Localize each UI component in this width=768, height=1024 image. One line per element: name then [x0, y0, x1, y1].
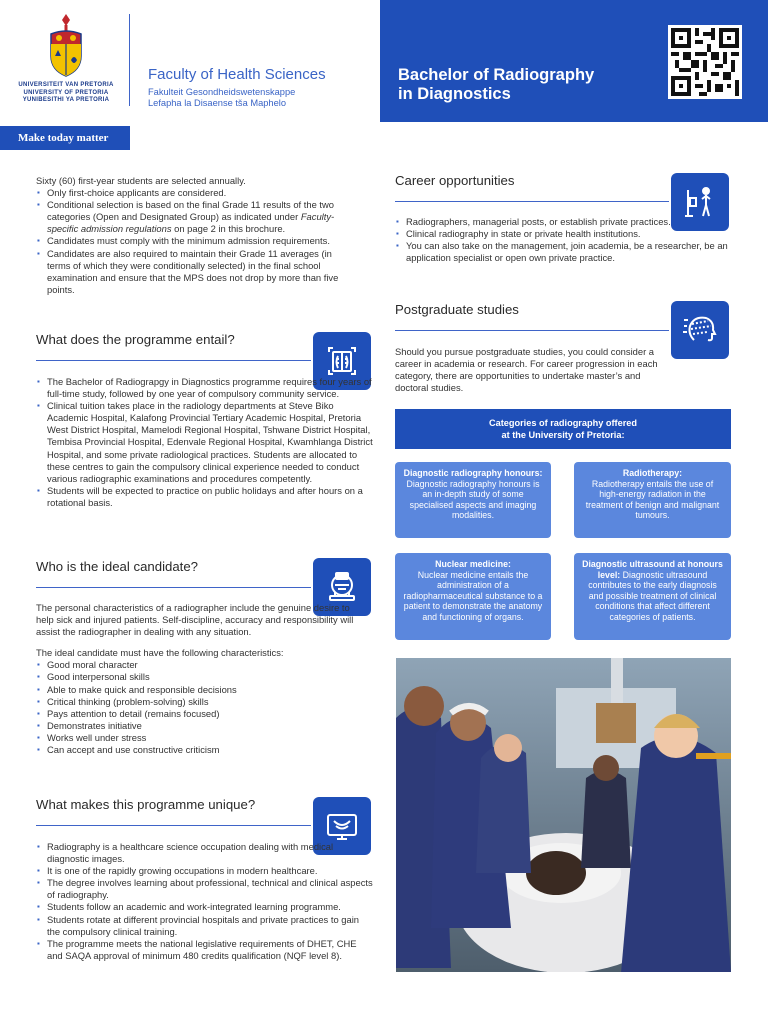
- section-heading-career: Career opportunities: [395, 173, 515, 188]
- qr-code[interactable]: [668, 25, 742, 99]
- list-item: ▪ Candidates must comply with the minimum admission requirements.: [36, 235, 354, 247]
- categories-heading-line1: Categories of radiography offered: [488, 418, 638, 428]
- unique-list: [36, 841, 374, 962]
- list-item: ▪ Students rotate at different provincial hospitals and private practices to gain the compulsory clinical training.: [36, 914, 374, 938]
- card-title: Diagnostic ultrasound at honours level:: [582, 559, 723, 580]
- admission-intro: Sixty (60) first-year students are selected annually.: [36, 175, 246, 186]
- list-item: ▪ Candidates are also required to maintain their Grade 11 averages (in terms of which they were conditionally selected) in the final school examination and ensure that the MPS does not drop by more than five points.: [36, 248, 354, 296]
- faculty-sepedi: Lefapha la Disaense tša Maphelo: [148, 98, 286, 108]
- card-title: Nuclear medicine:: [435, 559, 511, 569]
- list-item: ▪ Works well under stress: [36, 732, 354, 744]
- section-rule: [36, 825, 311, 826]
- university-name-line: UNIVERSITY OF PRETORIA: [23, 89, 109, 96]
- tagline-banner: Make today matter: [0, 126, 130, 150]
- faculty-name: Faculty of Health Sciences: [148, 66, 326, 83]
- admission-section: [36, 175, 354, 296]
- category-card-nuclear: [395, 553, 551, 640]
- ultrasound-screen-icon: [323, 807, 361, 845]
- list-item: ▪ Demonstrates initiative: [36, 720, 354, 732]
- programme-title-line2: in Diagnostics: [398, 85, 511, 103]
- card-title: Radiotherapy:: [622, 468, 683, 478]
- unique-section: [36, 841, 374, 962]
- head-scan-icon: [680, 310, 720, 350]
- category-card-ultrasound: [574, 553, 731, 640]
- list-item: ▪ Good moral character: [36, 659, 354, 671]
- list-item: ▪ The Bachelor of Radiograpgy in Diagnostics programme requires four years of full-time study, followed by one year of compulsory community service.: [36, 376, 374, 400]
- list-item: ▪ The degree involves learning about professional, technical and clinical aspects of radiography.: [36, 877, 374, 901]
- xray-machine-icon: [323, 568, 361, 606]
- candidate-list: [36, 659, 354, 756]
- university-name-line: UNIVERSITEIT VAN PRETORIA: [18, 82, 114, 88]
- section-heading-postgrad: Postgraduate studies: [395, 302, 519, 317]
- programme-title-line1: Bachelor of Radiography: [398, 66, 595, 84]
- qr-code-icon: [671, 28, 739, 96]
- section-rule: [36, 587, 311, 588]
- section-rule: [395, 330, 669, 331]
- candidate-paragraph: The personal characteristics of a radiographer include the genuine desire to help sick and injured patients. Self-discipline, accuracy and responsibility will assist the radiographer in dealing with any situation.: [36, 602, 354, 638]
- crest-icon: [43, 12, 89, 80]
- xray-chest-icon: [323, 342, 361, 380]
- list-item: ▪ Students follow an academic and work-integrated learning programme.: [36, 901, 374, 913]
- list-item: ▪ Students will be expected to practice on public holidays and after hours on a rotational basis.: [36, 485, 374, 509]
- list-item: ▪ Can accept and use constructive criticism: [36, 744, 354, 756]
- header-divider: [129, 14, 130, 106]
- list-item: ▪ You can also take on the management, join academia, be a researcher, be an application specialist or open own private practice.: [395, 240, 735, 264]
- admission-list: [36, 187, 354, 296]
- postgrad-text: Should you pursue postgraduate studies, you could consider a career in academia or research. For career progression in each category, there are opportunities to undertake master’s and doctoral studies.: [395, 346, 658, 394]
- section-heading-unique: What makes this programme unique?: [36, 797, 256, 812]
- entail-section: [36, 376, 374, 509]
- entail-list: [36, 376, 374, 509]
- list-item: ▪ Able to make quick and responsible decisions: [36, 684, 354, 696]
- postgrad-icon-box: [671, 301, 729, 359]
- categories-heading: [395, 409, 731, 449]
- list-item: ▪ Only first-choice applicants are considered.: [36, 187, 354, 199]
- list-item: ▪ It is one of the rapidly growing occupations in modern healthcare.: [36, 865, 374, 877]
- section-heading-candidate: Who is the ideal candidate?: [36, 559, 199, 574]
- career-list: [395, 216, 735, 264]
- list-item: ▪ Critical thinking (problem-solving) skills: [36, 696, 354, 708]
- card-text: Diagnostic ultrasound contributes to the early diagnosis and possible treatment of clinical conditions that affect different categories of patients.: [588, 569, 717, 622]
- category-card-diagnostic: [395, 462, 551, 538]
- section-rule: [36, 360, 311, 361]
- section-rule: [395, 201, 669, 202]
- list-item: ▪ The programme meets the national legislative requirements of DHET, CHE and SAQA approval of minimum 480 credits qualification (NQF level 8).: [36, 938, 374, 962]
- university-logo: [14, 12, 118, 105]
- students-photo: [396, 658, 731, 972]
- list-item: ▪ Radiographers, managerial posts, or establish private practices.: [395, 216, 735, 228]
- career-section: [395, 216, 735, 264]
- list-item: ▪ Conditional selection is based on the final Grade 11 results of the two categories (Open and Designated Group) as indicated under Faculty-specific admission regulations on page 2 in this brochure.: [36, 199, 354, 235]
- list-item: ▪ Good interpersonal skills: [36, 671, 354, 683]
- card-text: Nuclear medicine entails the administration of a radiopharmaceutical substance to a patient to demonstrate the anatomy and functioning of organs.: [403, 569, 543, 622]
- students-photo-illustration: [396, 658, 731, 972]
- category-card-radiotherapy: [574, 462, 731, 538]
- list-item: ▪ Clinical tuition takes place in the radiology departments at Steve Biko Academic Hospital, Kalafong Provincial Tertiary Academic Hospital, Pretoria West District Hospital, Mamelodi Regional Hospital, Tshwane District Hospital, Tembisa Provincial Hospital, Edenvale Regional Hospital, Kwamhlanga District Hospital, and some private radiological practices. Students are allocated to these centres to gain the compulsory clinical experience needed to conduct various radiographic examinations and procedures competently.: [36, 400, 374, 485]
- card-text: Diagnostic radiography honours is an in-depth study of some specialised aspects and imaging modalities.: [406, 478, 540, 521]
- candidate-paragraph: The ideal candidate must have the following characteristics:: [36, 647, 284, 659]
- list-item: ▪ Radiography is a healthcare science occupation dealing with medical diagnostic images.: [36, 841, 374, 865]
- university-name-line: YUNIBESITHI YA PRETORIA: [22, 97, 110, 103]
- programme-title: [398, 66, 658, 104]
- card-title: Diagnostic radiography honours:: [403, 468, 543, 478]
- list-item: ▪ Clinical radiography in state or private health institutions.: [395, 228, 735, 240]
- section-heading-entail: What does the programme entail?: [36, 332, 235, 347]
- faculty-translations: [148, 87, 295, 109]
- list-item: ▪ Pays attention to detail (remains focused): [36, 708, 354, 720]
- card-text: Radiotherapy entails the use of high-energy radiation in the treatment of benign and malignant tumours.: [585, 478, 720, 521]
- categories-heading-line2: at the University of Pretoria:: [501, 430, 625, 440]
- candidate-section: [36, 602, 354, 756]
- faculty-afrikaans: Fakulteit Gesondheidswetenskappe: [148, 87, 296, 97]
- regulations-reference: Faculty-specific admission regulations: [47, 211, 335, 235]
